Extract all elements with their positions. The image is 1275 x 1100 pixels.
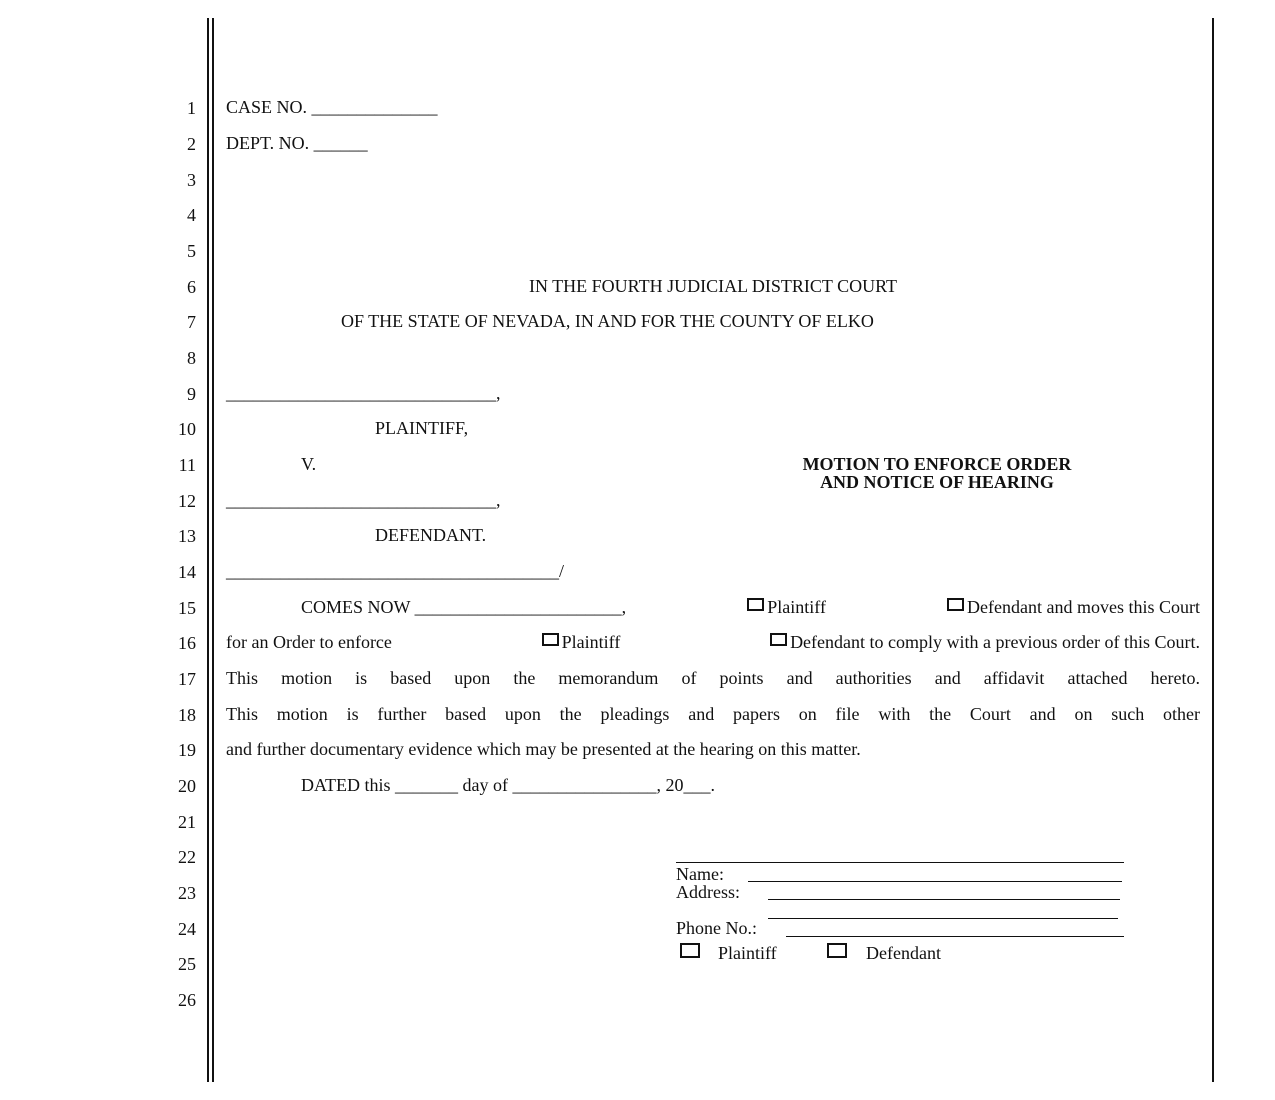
line-number: 24 [178,919,196,939]
plaintiff-label: PLAINTIFF, [375,418,469,438]
line-number: 23 [178,883,196,903]
line-number: 1 [187,98,196,118]
enforce-plaintiff-checkbox[interactable] [542,633,559,646]
plaintiff-checkbox[interactable] [747,598,764,611]
dated-line[interactable]: DATED this _______ day of ________________, 20___. [301,775,715,795]
line-number: 13 [178,526,196,546]
line-number: 5 [187,241,196,261]
address-label: Address: [676,882,740,902]
signer-plaintiff-label: Plaintiff [718,943,777,963]
line-number: 21 [178,812,196,832]
defendant-name-field[interactable]: ______________________________, [226,490,501,510]
phone-field-line[interactable] [786,936,1124,937]
signer-defendant-label: Defendant [866,943,941,963]
body-line-15 [301,597,1200,617]
body-line-19: and further documentary evidence which may be presented at the hearing on this matter. [226,739,861,759]
enforce-plaintiff-label: Plaintiff [561,632,621,652]
line16-suffix: Defendant to comply with a previous order of this Court. [790,632,1200,652]
line16-prefix: for an Order to enforce [226,632,392,652]
address-field-line-2[interactable] [768,918,1118,919]
phone-label: Phone No.: [676,918,757,938]
line-number: 26 [178,990,196,1010]
line-number: 15 [178,598,196,618]
line-number: 2 [187,134,196,154]
line-number: 9 [187,384,196,404]
title-line-1: MOTION TO ENFORCE ORDER [802,454,1072,474]
signature-line[interactable] [676,862,1124,863]
title-line-2: AND NOTICE OF HEARING [820,472,1054,492]
line-number: 6 [187,277,196,297]
dept-number-field[interactable]: DEPT. NO. ______ [226,133,368,153]
enforce-defendant-checkbox[interactable] [770,633,787,646]
caption-closing-line: _____________________________________/ [226,561,565,581]
line-number: 3 [187,170,196,190]
line-number: 11 [178,455,196,475]
body-line-17: This motion is based upon the memorandum of points and authorities and affidavit attached hereto. [226,668,1200,688]
line-number: 7 [187,312,196,332]
left-margin-rule [207,18,209,1082]
line-number: 16 [178,633,196,653]
name-field-line[interactable] [748,881,1122,882]
signer-defendant-checkbox[interactable] [827,943,847,958]
versus-label: V. [301,454,317,474]
body-line-16 [226,632,1200,652]
line-number: 17 [178,669,196,689]
line-number: 20 [178,776,196,796]
line-number: 22 [178,847,196,867]
plaintiff-option-label: Plaintiff [767,597,826,617]
line-number: 10 [178,419,196,439]
defendant-label: DEFENDANT. [375,525,487,545]
line-number: 8 [187,348,196,368]
address-field-line-1[interactable] [768,899,1120,900]
line15-suffix: Defendant and moves this Court [967,597,1200,617]
line-number: 19 [178,740,196,760]
court-heading-line-2: OF THE STATE OF NEVADA, IN AND FOR THE COUNTY OF ELKO [341,311,874,331]
left-margin-rule-inner [212,18,214,1082]
line-number: 4 [187,205,196,225]
line-number: 18 [178,705,196,725]
defendant-checkbox[interactable] [947,598,964,611]
line-number: 12 [178,491,196,511]
plaintiff-name-field[interactable]: ______________________________, [226,383,501,403]
body-line-18: This motion is further based upon the pleadings and papers on file with the Court and on such other [226,704,1200,724]
signer-plaintiff-checkbox[interactable] [680,943,700,958]
right-margin-rule [1212,18,1214,1082]
case-number-field[interactable]: CASE NO. ______________ [226,97,438,117]
court-heading-line-1: IN THE FOURTH JUDICIAL DISTRICT COURT [528,276,897,296]
name-label: Name: [676,864,724,884]
comes-now-text[interactable]: COMES NOW _______________________, [301,597,627,617]
line-number: 14 [178,562,196,582]
line-number: 25 [178,954,196,974]
